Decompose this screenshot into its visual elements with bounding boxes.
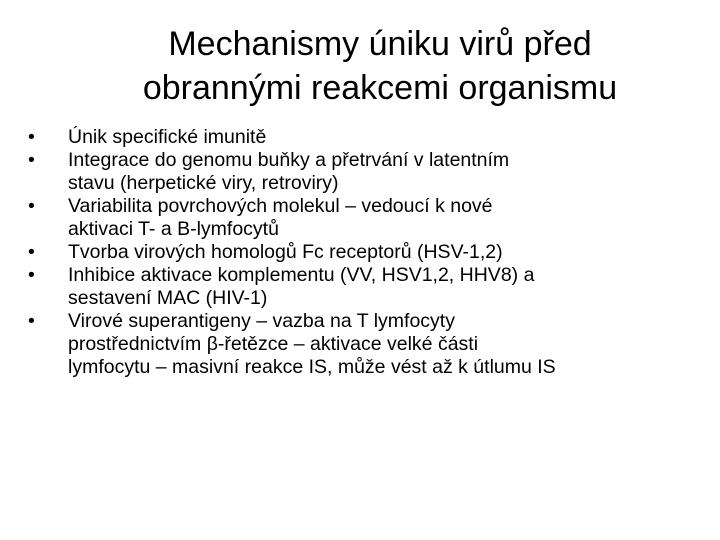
bullet-item bbox=[28, 241, 708, 264]
bullet-list bbox=[28, 126, 708, 379]
bullet-item bbox=[28, 149, 708, 195]
bullet-text-line: Únik specifické imunitě bbox=[68, 126, 267, 148]
bullet-text-line: prostřednictvím β-řetězce – aktivace velké části bbox=[68, 333, 479, 355]
bullet-item bbox=[28, 264, 708, 310]
bullet-text-line: Virové superantigeny – vazba na T lymfocyty bbox=[68, 310, 455, 332]
bullet-text-line: sestavení MAC (HIV-1) bbox=[68, 287, 268, 309]
bullet-dot: • bbox=[28, 241, 35, 263]
slide-title-line-1: Mechanismy úniku virů před bbox=[168, 25, 592, 63]
bullet-text-line: Inhibice aktivace komplementu (VV, HSV1,2, HHV8) a bbox=[68, 264, 535, 286]
slide-title-line-2: obrannými reakcemi organismu bbox=[142, 69, 618, 107]
bullet-item bbox=[28, 195, 708, 241]
bullet-dot: • bbox=[28, 195, 35, 217]
bullet-dot: • bbox=[28, 149, 35, 171]
bullet-text-line: stavu (herpetické viry, retroviry) bbox=[68, 172, 339, 194]
bullet-text-line: lymfocytu – masivní reakce IS, může vést až k útlumu IS bbox=[68, 356, 556, 378]
bullet-dot: • bbox=[28, 126, 35, 148]
bullet-text-line: Variabilita povrchových molekul – vedoucí k nové bbox=[68, 195, 493, 217]
bullet-text-line: Integrace do genomu buňky a přetrvání v latentním bbox=[68, 149, 510, 171]
bullet-text-line: Tvorba virových homologů Fc receptorů (HSV-1,2) bbox=[68, 241, 503, 263]
bullet-dot: • bbox=[28, 310, 35, 332]
slide-title bbox=[40, 22, 720, 110]
bullet-dot: • bbox=[28, 264, 35, 286]
bullet-item bbox=[28, 310, 708, 379]
bullet-text-line: aktivaci T- a B-lymfocytů bbox=[68, 218, 279, 240]
bullet-item bbox=[28, 126, 708, 149]
